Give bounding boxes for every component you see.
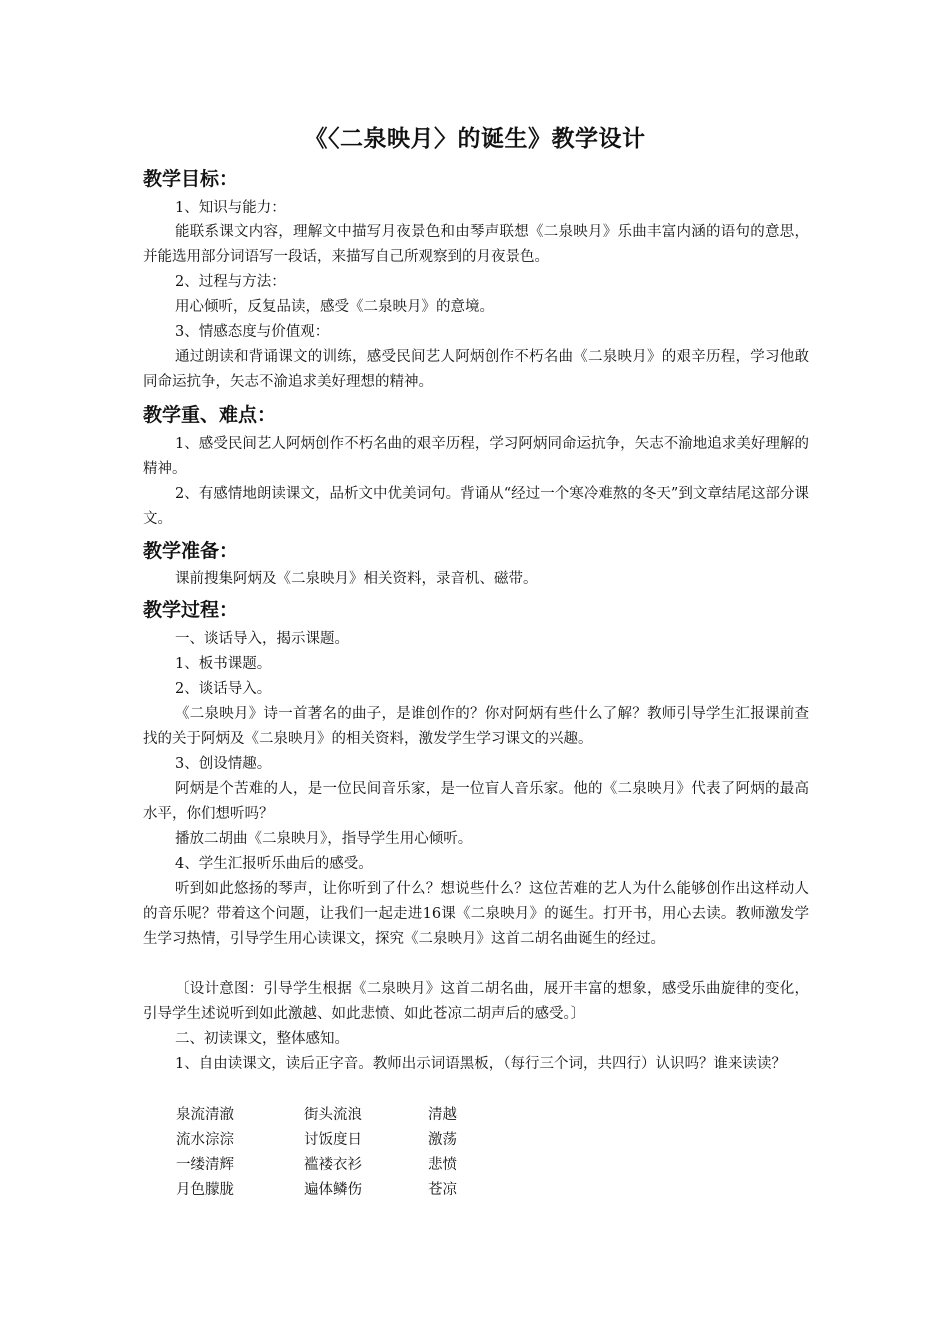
paragraph: 2、过程与方法：	[175, 274, 286, 290]
paragraph: 《二泉映月》诗一首著名的曲子，是谁创作的？你对阿炳有些什么了解？教师引导学生汇报课前查找的关于阿炳及《二泉映月》的相关资料，激发学生学习课文的兴趣。	[143, 706, 809, 747]
section-heading-goals: 教学目标：	[143, 168, 239, 190]
section-heading-keypoints: 教学重、难点：	[143, 404, 277, 426]
paragraph: 1、知识与能力：	[175, 200, 286, 216]
vocabulary-word: 流水淙淙	[176, 1132, 234, 1148]
paragraph: 课前搜集阿炳及《二泉映月》相关资料，录音机、磁带。	[175, 571, 538, 587]
paragraph: 1、自由读课文，读后正字音。教师出示词语黑板，（每行三个词，共四行）认识吗？谁来读读？	[175, 1056, 786, 1072]
vocabulary-word: 苍凉	[428, 1182, 457, 1198]
vocabulary-word: 褴褛衣衫	[304, 1157, 362, 1173]
paragraph: 二、初读课文，整体感知。	[175, 1031, 349, 1047]
paragraph: 2、谈话导入。	[175, 681, 272, 697]
vocabulary-row	[176, 1128, 457, 1153]
paragraph: 3、创设情趣。	[175, 756, 272, 772]
paragraph: 1、板书课题。	[175, 656, 272, 672]
vocabulary-row	[176, 1178, 457, 1203]
vocabulary-table	[176, 1103, 457, 1203]
section-heading-process: 教学过程：	[143, 599, 239, 621]
section-heading-prep: 教学准备：	[143, 540, 239, 562]
vocabulary-word: 清越	[428, 1107, 457, 1123]
vocabulary-word: 激荡	[428, 1132, 457, 1148]
vocabulary-row	[176, 1103, 457, 1128]
vocabulary-row	[176, 1153, 457, 1178]
paragraph: 用心倾听，反复品读，感受《二泉映月》的意境。	[175, 299, 494, 315]
vocabulary-word: 讨饭度日	[304, 1132, 362, 1148]
design-intent-note: 〔设计意图：引导学生根据《二泉映月》这首二胡名曲，展开丰富的想象，感受乐曲旋律的变化，引导学生述说听到如此激越、如此悲愤、如此苍凉二胡声后的感受。〕	[143, 981, 809, 1022]
vocabulary-word: 一缕清辉	[176, 1157, 234, 1173]
vocabulary-word: 遍体鳞伤	[304, 1182, 362, 1198]
paragraph: 3、情感态度与价值观：	[175, 324, 330, 340]
paragraph: 播放二胡曲《二泉映月》，指导学生用心倾听。	[175, 831, 473, 847]
vocabulary-word: 泉流清澈	[176, 1107, 234, 1123]
paragraph: 1、感受民间艺人阿炳创作不朽名曲的艰辛历程，学习阿炳同命运抗争，矢志不渝地追求美好理解的精神。	[143, 436, 809, 477]
document-title: 《〈二泉映月〉的诞生》教学设计	[304, 126, 646, 152]
paragraph: 听到如此悠扬的琴声，让你听到了什么？想说些什么？这位苦难的艺人为什么能够创作出这样动人的音乐呢？带着这个问题，让我们一起走进16课《二泉映月》的诞生。打开书，用心去读。教师激发学生学习热情，引导学生用心读课文，探究《二泉映月》这首二胡名曲诞生的经过。	[143, 881, 809, 947]
vocabulary-word: 月色朦胧	[176, 1182, 234, 1198]
paragraph: 2、有感情地朗读课文，品析文中优美词句。背诵从“经过一个寒冷难熬的冬天”到文章结尾这部分课文。	[143, 486, 809, 527]
paragraph: 一、谈话导入，揭示课题。	[175, 631, 349, 647]
vocabulary-word: 悲愤	[428, 1157, 457, 1173]
paragraph: 阿炳是个苦难的人，是一位民间音乐家，是一位盲人音乐家。他的《二泉映月》代表了阿炳的最高水平，你们想听吗？	[143, 781, 809, 822]
vocabulary-word: 街头流浪	[304, 1107, 362, 1123]
paragraph: 通过朗读和背诵课文的训练，感受民间艺人阿炳创作不朽名曲《二泉映月》的艰辛历程，学习他敢同命运抗争，矢志不渝追求美好理想的精神。	[143, 349, 809, 390]
paragraph: 能联系课文内容，理解文中描写月夜景色和由琴声联想《二泉映月》乐曲丰富内涵的语句的意思，并能选用部分词语写一段话，来描写自己所观察到的月夜景色。	[143, 224, 809, 265]
paragraph: 4、学生汇报听乐曲后的感受。	[175, 856, 373, 872]
